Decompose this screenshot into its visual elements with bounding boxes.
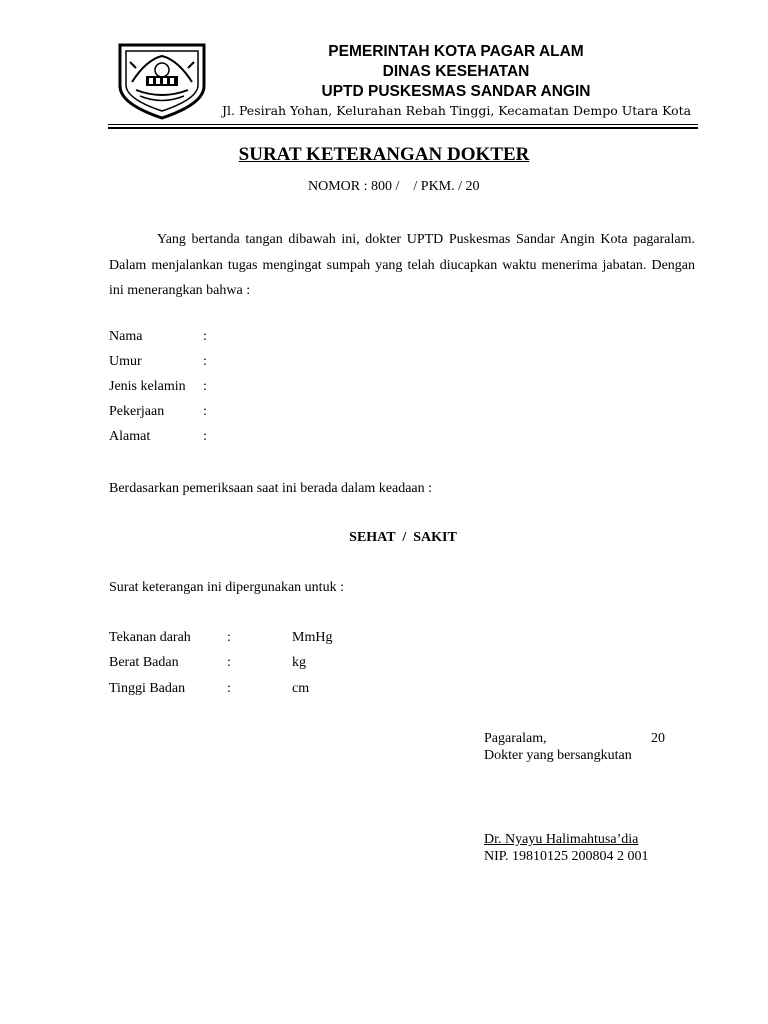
field-label-jenis-kelamin: Jenis kelamin bbox=[109, 379, 186, 394]
field-label-pekerjaan: Pekerjaan bbox=[109, 404, 165, 419]
header-government: PEMERINTAH KOTA PAGAR ALAM bbox=[328, 43, 584, 60]
health-status: SEHAT / SAKIT bbox=[349, 530, 457, 545]
header-rule-thin bbox=[108, 124, 698, 125]
purpose-statement: Surat keterangan ini dipergunakan untuk : bbox=[109, 580, 344, 595]
field-label-alamat: Alamat bbox=[109, 429, 151, 444]
signature-year: 20 bbox=[651, 731, 665, 746]
vital-label-blood-pressure: Tekanan darah bbox=[109, 630, 191, 645]
header-address: Jl. Pesirah Yohan, Kelurahan Rebah Tinggi, Kecamatan Dempo Utara Kota bbox=[222, 103, 692, 118]
vital-label-height: Tinggi Badan bbox=[109, 681, 186, 696]
header-department: DINAS KESEHATAN bbox=[382, 63, 530, 80]
doctor-nip: NIP. 19810125 200804 2 001 bbox=[484, 849, 649, 864]
field-colon: : bbox=[203, 429, 207, 444]
field-colon: : bbox=[203, 379, 207, 394]
vital-colon: : bbox=[227, 655, 231, 670]
header-institution: UPTD PUSKESMAS SANDAR ANGIN bbox=[321, 83, 591, 100]
city-emblem-logo bbox=[116, 42, 208, 120]
vital-unit-kg: kg bbox=[292, 655, 306, 670]
signature-role: Dokter yang bersangkutan bbox=[484, 748, 632, 763]
vital-label-weight: Berat Badan bbox=[109, 655, 179, 670]
header-rule-thick bbox=[108, 127, 698, 129]
intro-paragraph: Yang bertanda tangan dibawah ini, dokter UPTD Puskesmas Sandar Angin Kota pagaralam. Dalam menjalankan tugas mengingat sumpah yang telah diucapkan waktu menerima jabatan. Dengan ini menerangkan bahwa : bbox=[109, 232, 695, 298]
field-label-nama: Nama bbox=[109, 329, 143, 344]
document-title: SURAT KETERANGAN DOKTER bbox=[238, 144, 530, 165]
examination-statement: Berdasarkan pemeriksaan saat ini berada dalam keadaan : bbox=[109, 481, 433, 496]
field-colon: : bbox=[203, 404, 207, 419]
field-colon: : bbox=[203, 329, 207, 344]
vital-unit-cm: cm bbox=[292, 681, 310, 696]
vital-colon: : bbox=[227, 681, 231, 696]
doctor-name: Dr. Nyayu Halimahtusa’dia bbox=[484, 832, 639, 847]
signature-place: Pagaralam, bbox=[484, 731, 547, 746]
vital-unit-mmhg: MmHg bbox=[292, 630, 333, 645]
document-number: NOMOR : 800 / / PKM. / 20 bbox=[308, 179, 480, 194]
vital-colon: : bbox=[227, 630, 231, 645]
field-colon: : bbox=[203, 354, 207, 369]
field-label-umur: Umur bbox=[109, 354, 142, 369]
